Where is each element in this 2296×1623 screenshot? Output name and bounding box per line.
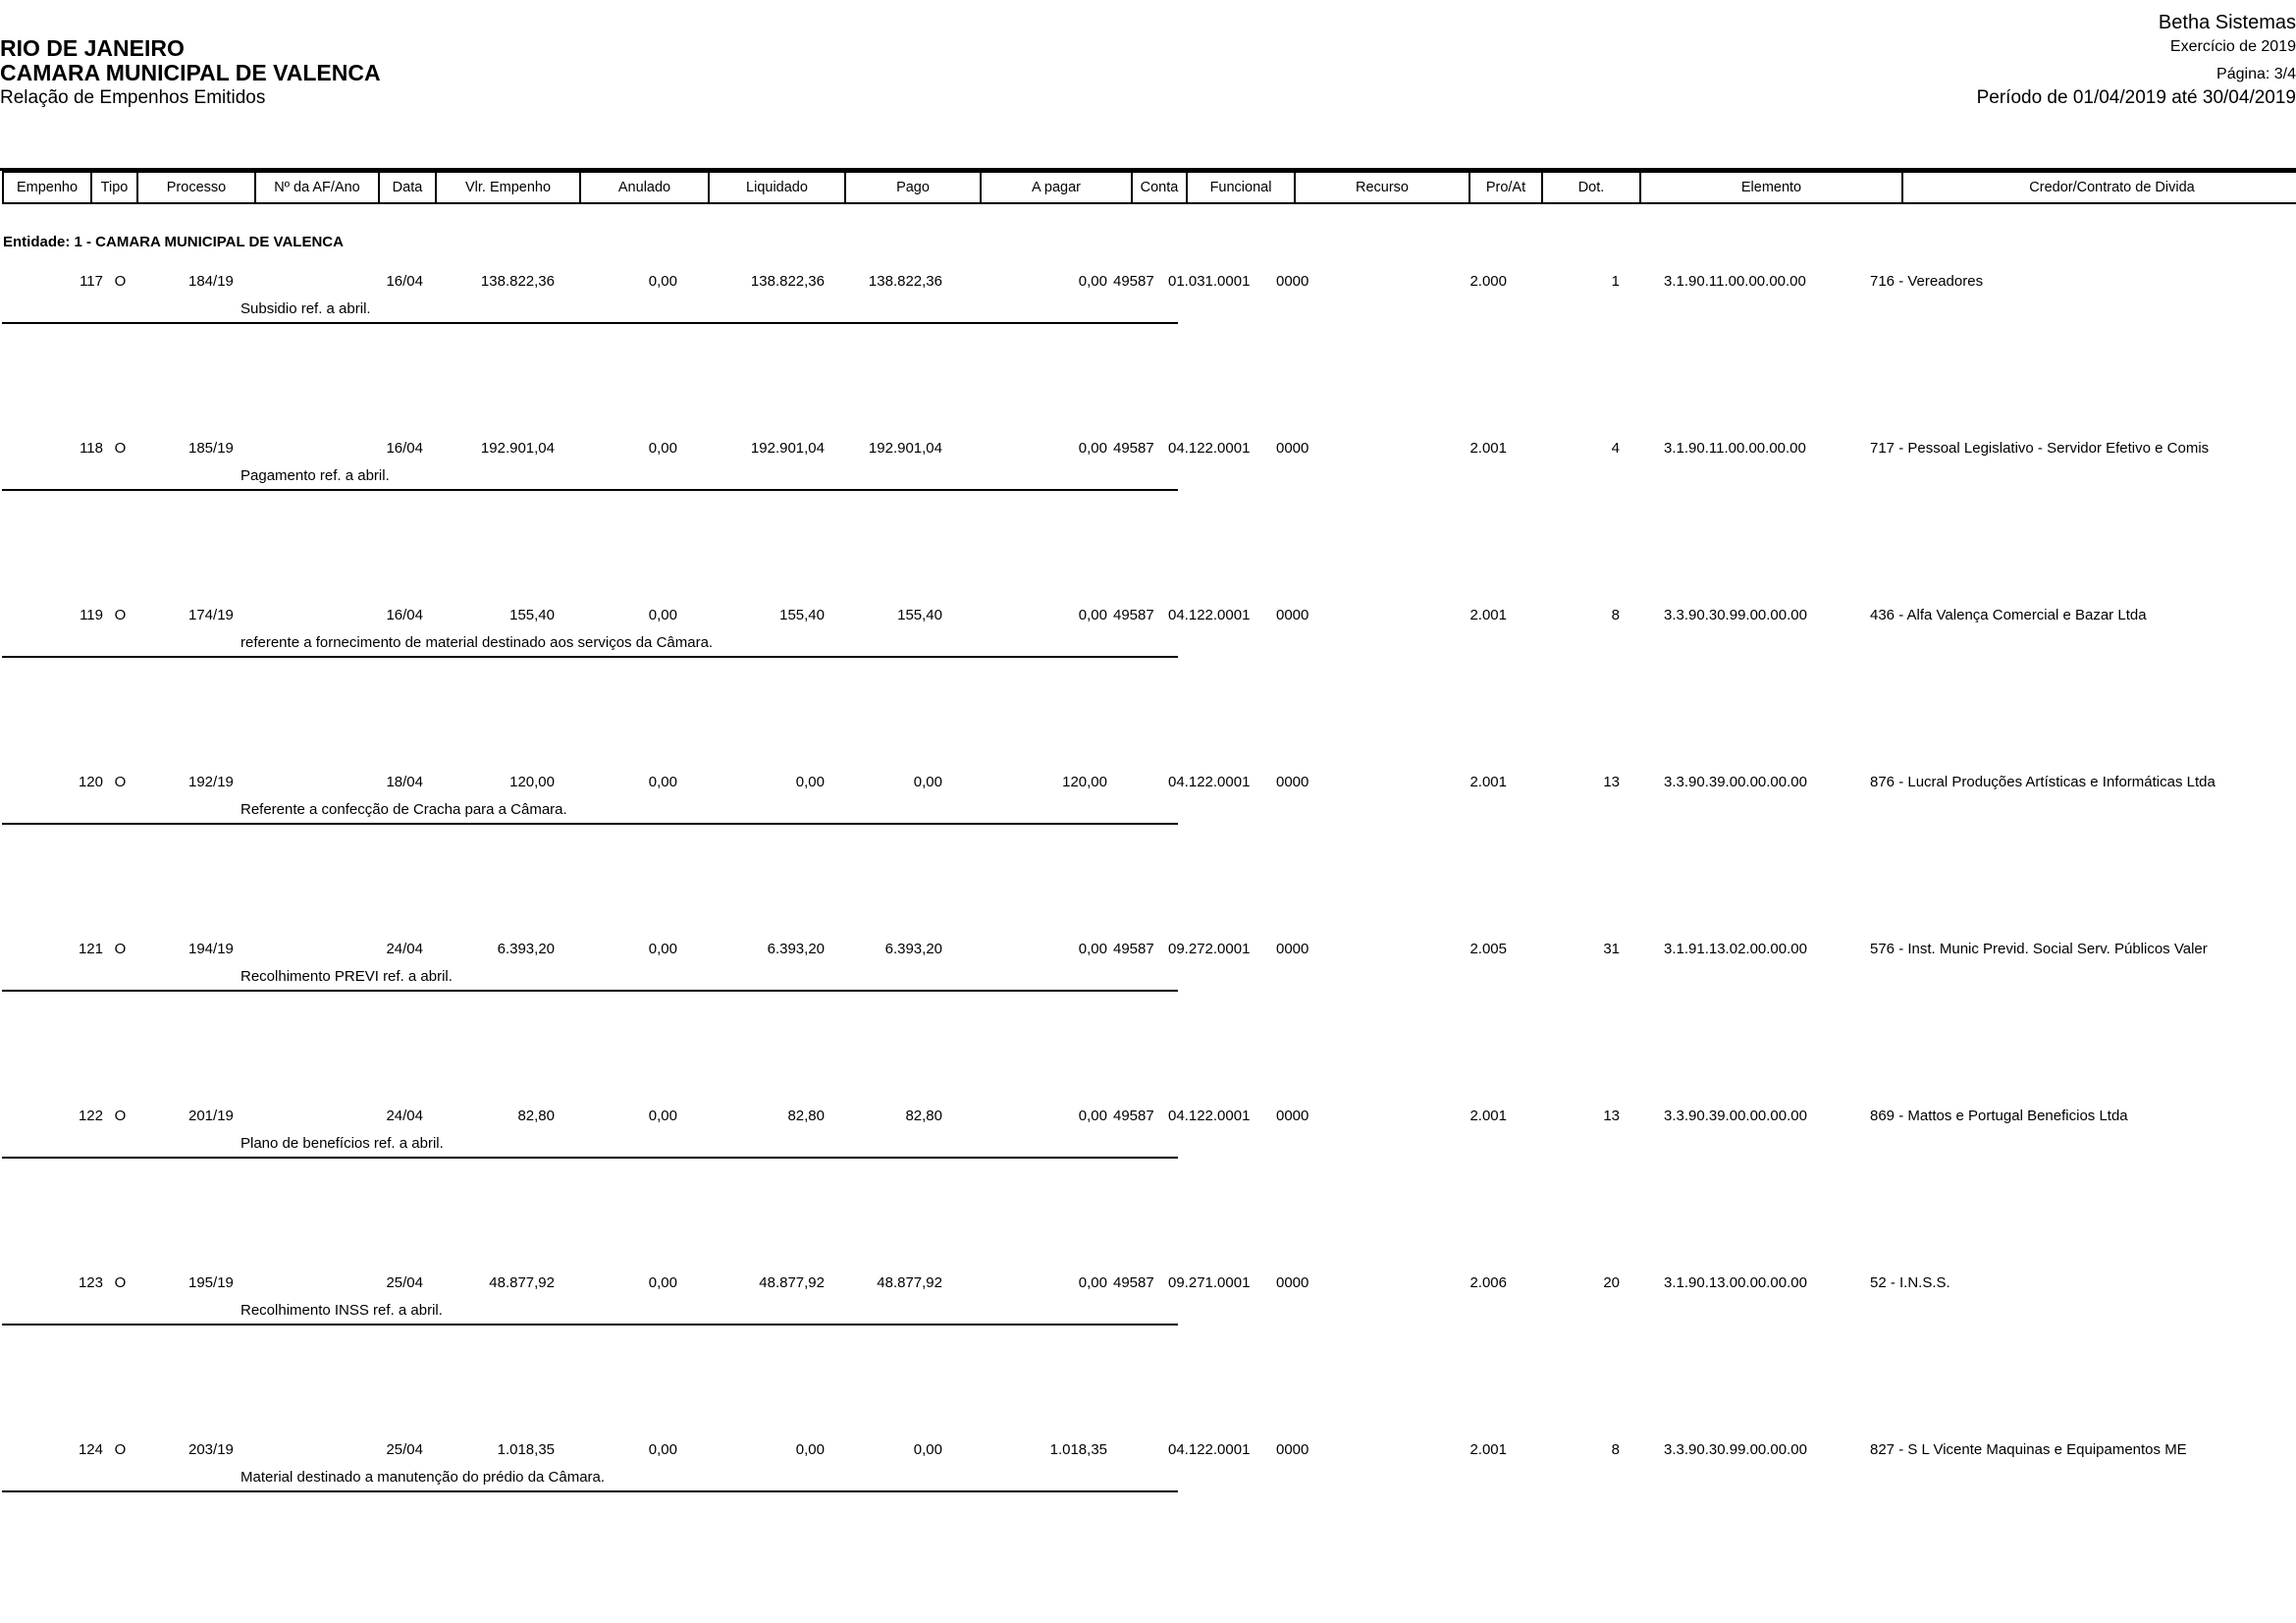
cell-recurso: 0000: [1276, 774, 1309, 790]
cell-conta: 49587: [1113, 440, 1154, 457]
cell-recurso: 0000: [1276, 607, 1309, 623]
cell-data: 16/04: [386, 607, 423, 623]
cell-funcional: 01.031.0001: [1168, 273, 1251, 290]
table-row: [0, 605, 2296, 772]
cell-tipo: O: [114, 1274, 127, 1291]
cell-data: 18/04: [386, 774, 423, 790]
cell-pago: 48.877,92: [877, 1274, 942, 1291]
row-separator-line: [2, 990, 1178, 992]
cell-liquidado: 155,40: [779, 607, 825, 623]
row-values: [0, 1441, 2296, 1458]
cell-conta: 49587: [1113, 607, 1154, 623]
cell-anulado: 0,00: [648, 440, 677, 457]
cell-funcional: 04.122.0001: [1168, 440, 1251, 457]
table-column-header: Credor/Contrato de Divida: [1901, 171, 2296, 204]
cell-pro-at: 2.001: [1469, 1441, 1507, 1458]
cell-af-ano: [248, 440, 370, 457]
cell-vlr-empenho: 192.901,04: [480, 440, 555, 457]
entity-group-label: Entidade: 1 - CAMARA MUNICIPAL DE VALENCA: [3, 234, 344, 250]
cell-a-pagar: 0,00: [1078, 1108, 1107, 1124]
cell-funcional: 09.271.0001: [1168, 1274, 1251, 1291]
cell-processo: 174/19: [188, 607, 234, 623]
cell-data: 25/04: [386, 1441, 423, 1458]
cell-data: 16/04: [386, 273, 423, 290]
cell-anulado: 0,00: [648, 273, 677, 290]
cell-processo: 192/19: [188, 774, 234, 790]
table-column-header: Funcional: [1186, 171, 1296, 204]
table-column-headers: [2, 171, 2296, 204]
cell-dot: 31: [1603, 941, 1620, 957]
row-values: [0, 273, 2296, 290]
cell-anulado: 0,00: [648, 1441, 677, 1458]
cell-processo: 194/19: [188, 941, 234, 957]
cell-recurso: 0000: [1276, 440, 1309, 457]
cell-funcional: 09.272.0001: [1168, 941, 1251, 957]
cell-anulado: 0,00: [648, 941, 677, 957]
cell-credor: 576 - Inst. Munic Previd. Social Serv. Públicos Valer: [1870, 941, 2208, 957]
cell-af-ano: [248, 1108, 370, 1124]
cell-pago: 192.901,04: [868, 440, 942, 457]
table-row: [0, 271, 2296, 438]
table-column-header: Conta: [1131, 171, 1188, 204]
cell-pago: 0,00: [913, 1441, 942, 1458]
cell-tipo: O: [114, 941, 127, 957]
cell-recurso: 0000: [1276, 273, 1309, 290]
cell-vlr-empenho: 155,40: [509, 607, 555, 623]
row-values: [0, 1108, 2296, 1124]
cell-processo: 184/19: [188, 273, 234, 290]
table-column-header: Pro/At: [1468, 171, 1543, 204]
report-title: Relação de Empenhos Emitidos: [0, 87, 266, 108]
cell-credor: 717 - Pessoal Legislativo - Servidor Efetivo e Comis: [1870, 440, 2210, 457]
table-column-header: Liquidado: [708, 171, 846, 204]
cell-recurso: 0000: [1276, 941, 1309, 957]
cell-tipo: O: [114, 273, 127, 290]
cell-af-ano: [248, 273, 370, 290]
table-column-header: Nº da AF/Ano: [254, 171, 380, 204]
cell-funcional: 04.122.0001: [1168, 774, 1251, 790]
cell-vlr-empenho: 48.877,92: [489, 1274, 555, 1291]
row-values: [0, 774, 2296, 790]
cell-elemento: 3.3.90.30.99.00.00.00: [1664, 607, 1807, 623]
cell-dot: 20: [1603, 1274, 1620, 1291]
row-separator-line: [2, 656, 1178, 658]
cell-pro-at: 2.006: [1469, 1274, 1507, 1291]
cell-pro-at: 2.001: [1469, 774, 1507, 790]
cell-anulado: 0,00: [648, 607, 677, 623]
cell-recurso: 0000: [1276, 1274, 1309, 1291]
cell-empenho: 123: [78, 1274, 103, 1291]
cell-pro-at: 2.005: [1469, 941, 1507, 957]
cell-elemento: 3.3.90.30.99.00.00.00: [1664, 1441, 1807, 1458]
cell-vlr-empenho: 6.393,20: [497, 941, 555, 957]
entity-name: CAMARA MUNICIPAL DE VALENCA: [0, 60, 381, 85]
table-column-header: Empenho: [2, 171, 92, 204]
cell-a-pagar: 0,00: [1078, 607, 1107, 623]
cell-recurso: 0000: [1276, 1441, 1309, 1458]
cell-empenho: 117: [80, 273, 103, 290]
cell-empenho: 118: [80, 440, 103, 457]
cell-empenho: 120: [78, 774, 103, 790]
cell-elemento: 3.1.91.13.02.00.00.00: [1664, 941, 1807, 957]
cell-processo: 201/19: [188, 1108, 234, 1124]
row-separator-line: [2, 1324, 1178, 1325]
row-separator-line: [2, 1490, 1178, 1492]
cell-anulado: 0,00: [648, 1108, 677, 1124]
cell-a-pagar: 120,00: [1062, 774, 1107, 790]
cell-credor: 52 - I.N.S.S.: [1870, 1274, 1950, 1291]
cell-elemento: 3.1.90.13.00.00.00.00: [1664, 1274, 1807, 1291]
cell-a-pagar: 0,00: [1078, 440, 1107, 457]
cell-elemento: 3.3.90.39.00.00.00.00: [1664, 774, 1807, 790]
cell-vlr-empenho: 138.822,36: [480, 273, 555, 290]
cell-vlr-empenho: 1.018,35: [497, 1441, 555, 1458]
table-column-header: Processo: [136, 171, 256, 204]
cell-data: 24/04: [386, 1108, 423, 1124]
table-body: [0, 271, 2296, 1606]
cell-empenho: 121: [78, 941, 103, 957]
table-column-header: Tipo: [90, 171, 138, 204]
cell-dot: 8: [1611, 607, 1620, 623]
cell-funcional: 04.122.0001: [1168, 607, 1251, 623]
cell-vlr-empenho: 82,80: [517, 1108, 555, 1124]
row-values: [0, 1274, 2296, 1291]
cell-pago: 82,80: [905, 1108, 942, 1124]
row-separator-line: [2, 823, 1178, 825]
cell-elemento: 3.1.90.11.00.00.00.00: [1664, 440, 1806, 457]
row-description: Referente a confecção de Cracha para a Câmara.: [240, 801, 567, 818]
cell-empenho: 119: [80, 607, 103, 623]
vendor-name: Betha Sistemas: [2158, 12, 2296, 33]
cell-anulado: 0,00: [648, 1274, 677, 1291]
cell-credor: 716 - Vereadores: [1870, 273, 1984, 290]
cell-credor: 869 - Mattos e Portugal Beneficios Ltda: [1870, 1108, 2128, 1124]
cell-a-pagar: 0,00: [1078, 1274, 1107, 1291]
cell-elemento: 3.1.90.11.00.00.00.00: [1664, 273, 1806, 290]
cell-data: 16/04: [386, 440, 423, 457]
table-column-header: Vlr. Empenho: [435, 171, 581, 204]
cell-credor: 876 - Lucral Produções Artísticas e Informáticas Ltda: [1870, 774, 2216, 790]
row-description: Subsidio ref. a abril.: [240, 300, 371, 317]
row-separator-line: [2, 322, 1178, 324]
cell-liquidado: 192.901,04: [750, 440, 825, 457]
cell-af-ano: [248, 607, 370, 623]
cell-empenho: 122: [78, 1108, 103, 1124]
cell-processo: 203/19: [188, 1441, 234, 1458]
cell-tipo: O: [114, 1441, 127, 1458]
row-values: [0, 607, 2296, 623]
cell-liquidado: 0,00: [795, 774, 825, 790]
cell-pro-at: 2.001: [1469, 440, 1507, 457]
state-name: RIO DE JANEIRO: [0, 35, 185, 61]
row-description: Recolhimento INSS ref. a abril.: [240, 1302, 443, 1319]
row-values: [0, 440, 2296, 457]
row-description: referente a fornecimento de material destinado aos serviços da Câmara.: [240, 634, 714, 651]
cell-liquidado: 0,00: [795, 1441, 825, 1458]
table-row: [0, 1439, 2296, 1606]
row-description: Recolhimento PREVI ref. a abril.: [240, 968, 453, 985]
row-separator-line: [2, 1157, 1178, 1159]
cell-dot: 13: [1603, 774, 1620, 790]
row-description: Plano de benefícios ref. a abril.: [240, 1135, 444, 1152]
row-description: Material destinado a manutenção do prédio da Câmara.: [240, 1469, 606, 1486]
table-column-header: Recurso: [1294, 171, 1470, 204]
cell-dot: 13: [1603, 1108, 1620, 1124]
cell-af-ano: [248, 774, 370, 790]
cell-data: 25/04: [386, 1274, 423, 1291]
report-period: Período de 01/04/2019 até 30/04/2019: [1976, 87, 2296, 108]
cell-data: 24/04: [386, 941, 423, 957]
cell-tipo: O: [114, 1108, 127, 1124]
cell-a-pagar: 0,00: [1078, 941, 1107, 957]
cell-anulado: 0,00: [648, 774, 677, 790]
cell-a-pagar: 1.018,35: [1049, 1441, 1107, 1458]
row-description: Pagamento ref. a abril.: [240, 467, 390, 484]
cell-dot: 1: [1611, 273, 1620, 290]
cell-pro-at: 2.000: [1469, 273, 1507, 290]
cell-dot: 4: [1611, 440, 1620, 457]
cell-conta: 49587: [1113, 1274, 1154, 1291]
table-row: [0, 1272, 2296, 1439]
table-row: [0, 1106, 2296, 1272]
cell-elemento: 3.3.90.39.00.00.00.00: [1664, 1108, 1807, 1124]
cell-conta: 49587: [1113, 273, 1154, 290]
table-column-header: Data: [378, 171, 437, 204]
cell-recurso: 0000: [1276, 1108, 1309, 1124]
cell-credor: 827 - S L Vicente Maquinas e Equipamentos ME: [1870, 1441, 2187, 1458]
cell-credor: 436 - Alfa Valença Comercial e Bazar Ltda: [1870, 607, 2147, 623]
cell-conta: [1111, 1441, 1164, 1458]
cell-conta: 49587: [1113, 941, 1154, 957]
exercise-year: Exercício de 2019: [2169, 38, 2296, 55]
cell-tipo: O: [114, 607, 127, 623]
cell-conta: [1111, 774, 1164, 790]
cell-af-ano: [248, 1274, 370, 1291]
cell-conta: 49587: [1113, 1108, 1154, 1124]
cell-funcional: 04.122.0001: [1168, 1108, 1251, 1124]
cell-af-ano: [248, 1441, 370, 1458]
cell-af-ano: [248, 941, 370, 957]
cell-liquidado: 82,80: [787, 1108, 825, 1124]
cell-pago: 0,00: [913, 774, 942, 790]
table-row: [0, 438, 2296, 605]
table-column-header: Anulado: [579, 171, 710, 204]
cell-liquidado: 6.393,20: [767, 941, 825, 957]
cell-pago: 155,40: [897, 607, 942, 623]
cell-processo: 185/19: [188, 440, 234, 457]
cell-tipo: O: [114, 440, 127, 457]
table-column-header: A pagar: [980, 171, 1133, 204]
page-number: Página: 3/4: [2216, 66, 2296, 82]
cell-a-pagar: 0,00: [1078, 273, 1107, 290]
cell-liquidado: 138.822,36: [750, 273, 825, 290]
cell-dot: 8: [1611, 1441, 1620, 1458]
cell-funcional: 04.122.0001: [1168, 1441, 1251, 1458]
cell-pago: 6.393,20: [884, 941, 942, 957]
cell-vlr-empenho: 120,00: [509, 774, 555, 790]
table-column-header: Elemento: [1639, 171, 1903, 204]
row-separator-line: [2, 489, 1178, 491]
cell-empenho: 124: [78, 1441, 103, 1458]
cell-liquidado: 48.877,92: [759, 1274, 825, 1291]
table-column-header: Dot.: [1541, 171, 1641, 204]
table-column-header: Pago: [844, 171, 982, 204]
row-values: [0, 941, 2296, 957]
cell-pro-at: 2.001: [1469, 607, 1507, 623]
cell-tipo: O: [114, 774, 127, 790]
cell-pro-at: 2.001: [1469, 1108, 1507, 1124]
table-row: [0, 939, 2296, 1106]
cell-processo: 195/19: [188, 1274, 234, 1291]
table-row: [0, 772, 2296, 939]
cell-pago: 138.822,36: [868, 273, 942, 290]
